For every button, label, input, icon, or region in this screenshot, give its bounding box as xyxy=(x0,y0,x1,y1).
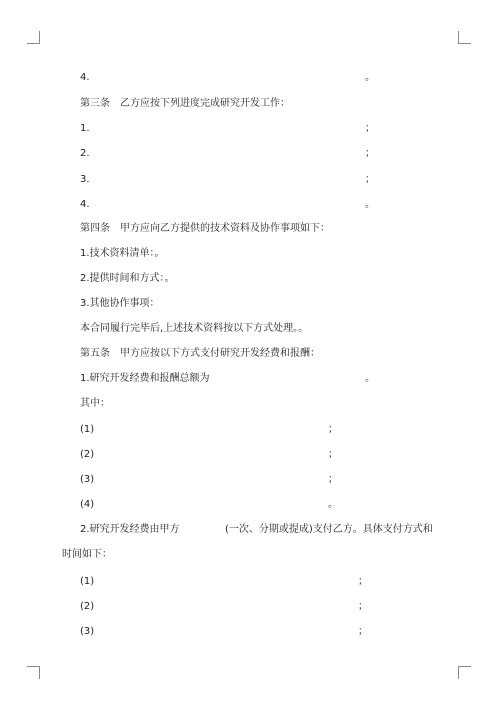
line-end-punct: ； xyxy=(365,123,375,134)
clause-payment-method-tail: (一次、分期或提成)支付乙方。具体支付方式和 xyxy=(225,524,433,535)
clause-total-fee: 1.研究开发经费和报酬总额为 xyxy=(80,373,210,384)
line-end-punct: ； xyxy=(365,148,375,159)
clause-material-handling: 本合同履行完毕后,上述技术资料按以下方式处理。。 xyxy=(80,323,309,334)
line-end-punct: ； xyxy=(365,174,375,185)
clause-among: 其中： xyxy=(80,398,110,409)
line-end-punct: ； xyxy=(328,449,338,460)
line-end-punct: ； xyxy=(358,626,368,637)
corner-mark-top-right xyxy=(458,31,471,44)
payment-item-3: (3) xyxy=(80,626,95,637)
list-item-4: 4. xyxy=(80,199,90,210)
article-3-heading: 第三条 乙方应按下列进度完成研究开发工作： xyxy=(80,98,290,109)
list-item-3: 3. xyxy=(80,174,90,185)
clause-payment-method: 2.研究开发经费由甲方 xyxy=(80,524,180,535)
line-end-punct: ； xyxy=(328,424,338,435)
fee-item-2: (2) xyxy=(80,449,95,460)
payment-item-2: (2) xyxy=(80,601,95,612)
list-item-2: 2. xyxy=(80,148,90,159)
clause-other-matters: 3.其他协作事项： xyxy=(80,298,160,309)
corner-mark-bottom-right xyxy=(458,666,471,679)
line-end-punct: 。 xyxy=(365,72,375,83)
line-end-punct: 。 xyxy=(365,199,375,210)
corner-mark-top-left xyxy=(27,31,40,44)
line-end-punct: ； xyxy=(358,576,368,587)
fee-item-4: (4) xyxy=(80,499,95,510)
line-end-punct: 。 xyxy=(365,373,375,384)
article-4-heading: 第四条 甲方应向乙方提供的技术资料及协作事项如下： xyxy=(80,223,330,234)
line-end-punct: 。 xyxy=(328,499,338,510)
line-end-punct: ； xyxy=(358,601,368,612)
clause-delivery-time: 2.提供时间和方式：。 xyxy=(80,273,175,284)
clause-tech-materials: 1.技术资料清单：。 xyxy=(80,248,165,259)
fee-item-1: (1) xyxy=(80,424,95,435)
list-item-4: 4. xyxy=(80,72,90,83)
article-5-heading: 第五条 甲方应按以下方式支付研究开发经费和报酬： xyxy=(80,348,320,359)
line-end-punct: ； xyxy=(328,474,338,485)
fee-item-3: (3) xyxy=(80,474,95,485)
list-item-1: 1. xyxy=(80,123,90,134)
corner-mark-bottom-left xyxy=(27,666,40,679)
clause-time-as-follows: 时间如下： xyxy=(62,549,112,560)
payment-item-1: (1) xyxy=(80,576,95,587)
